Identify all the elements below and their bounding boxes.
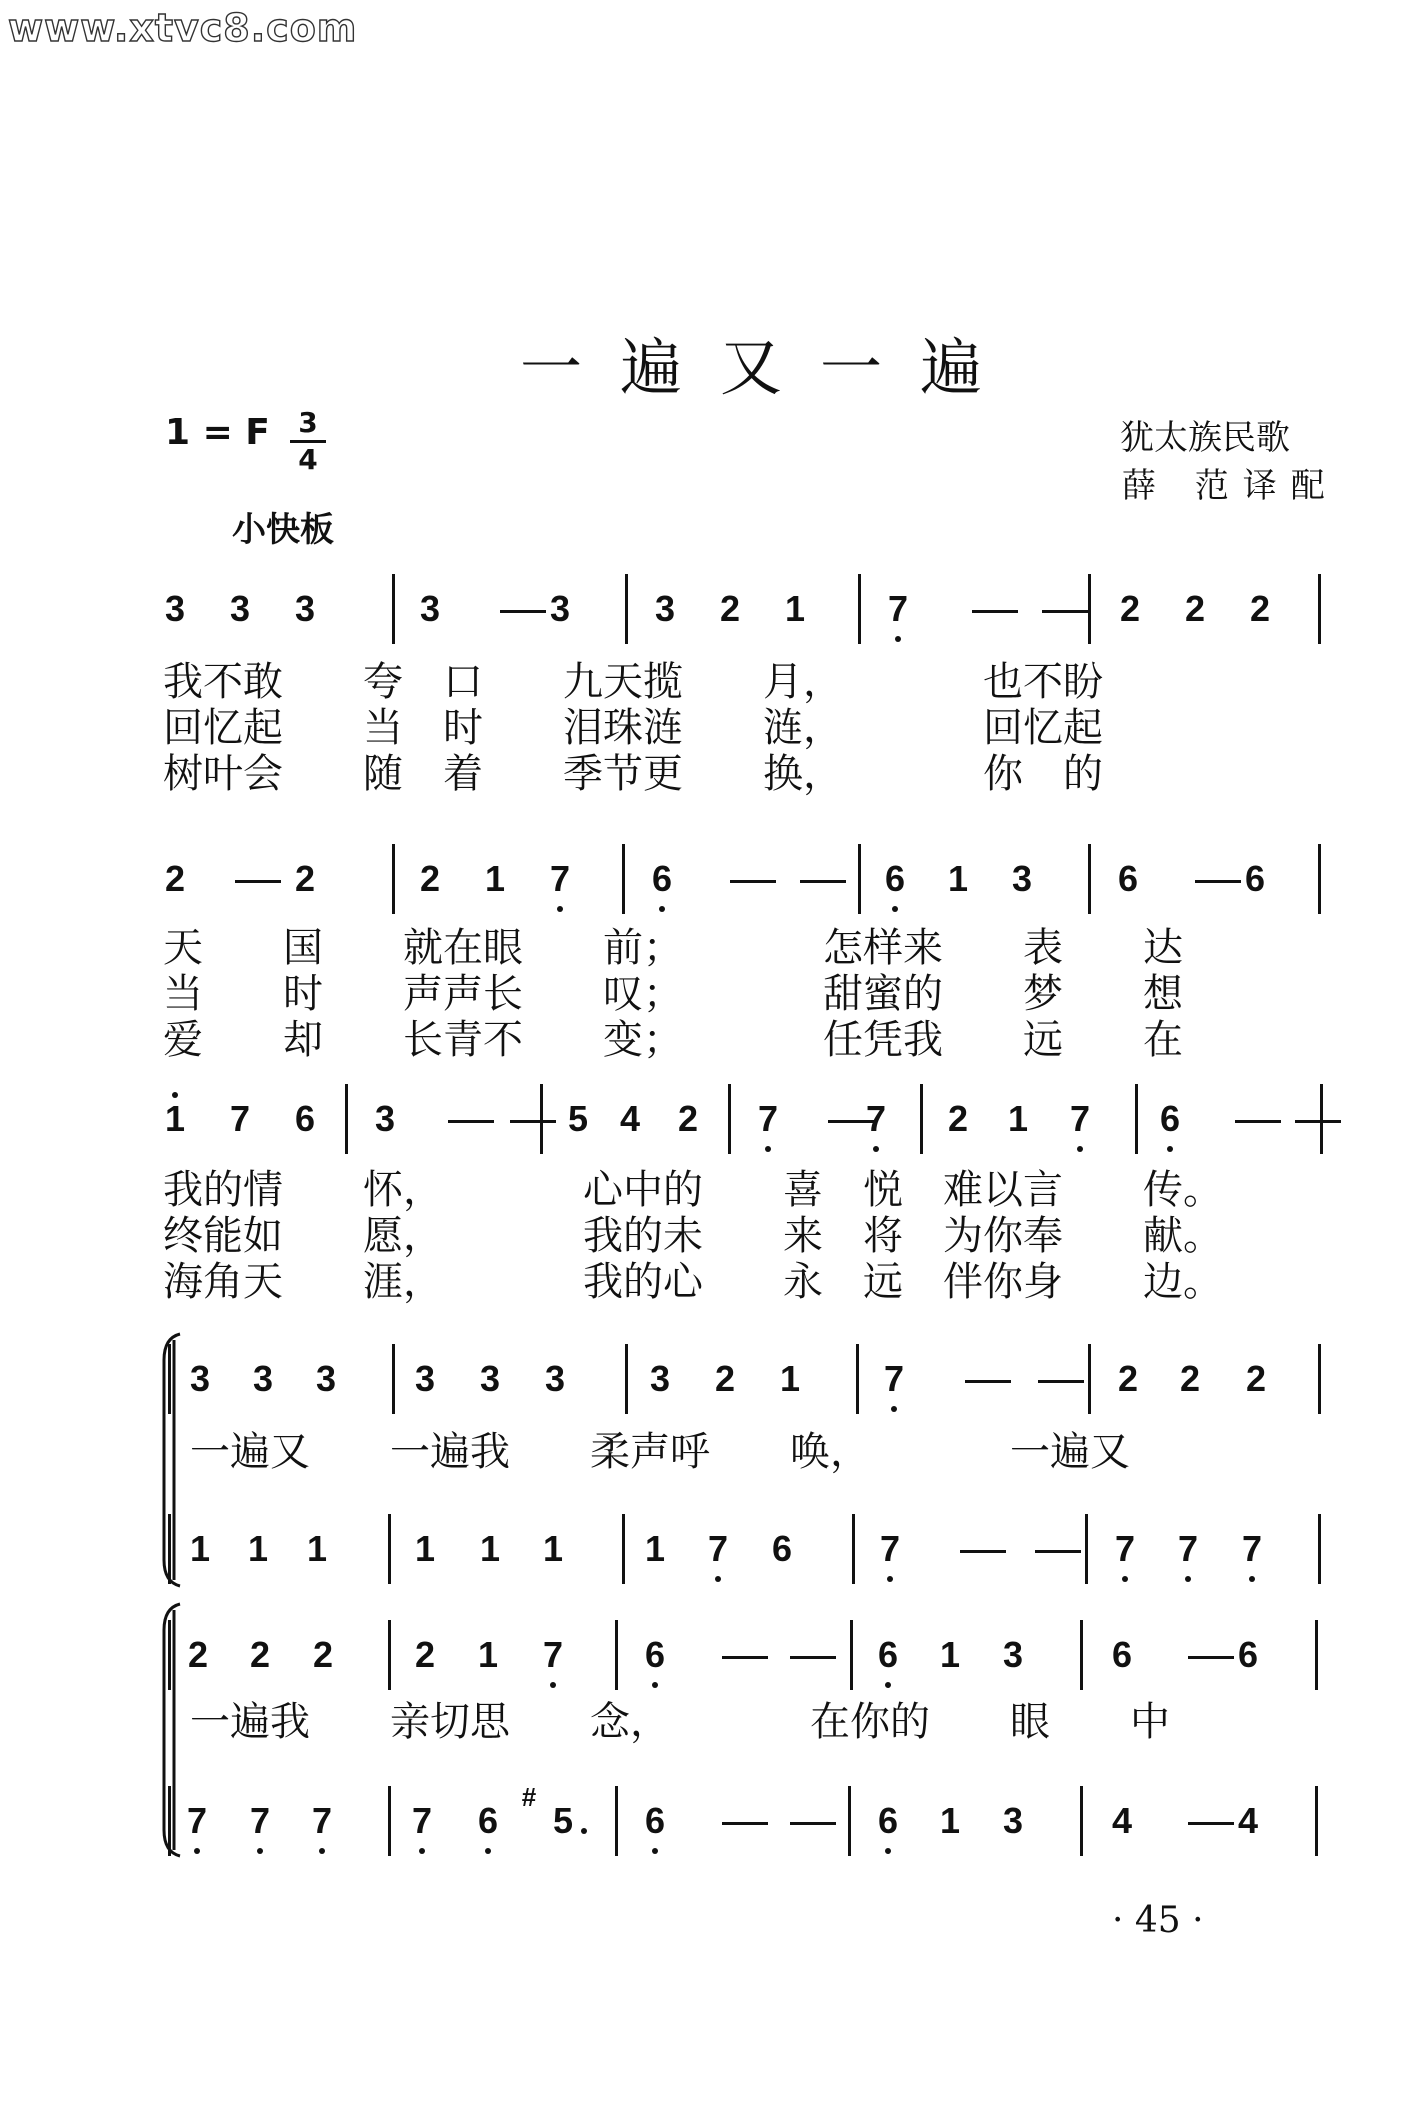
barline xyxy=(1318,574,1321,644)
note: 2 xyxy=(414,1634,436,1675)
barline xyxy=(1320,1084,1323,1154)
barline xyxy=(622,1514,625,1584)
note: 1 xyxy=(784,588,806,629)
note: 2 xyxy=(419,858,441,899)
barline xyxy=(388,1514,391,1584)
note: 2 xyxy=(714,1358,736,1399)
time-signature xyxy=(290,408,326,475)
lyric-sys5-v1: 一遍我 亲切思 念， 在你的 眼 中 xyxy=(190,1699,1170,1745)
note: 1 xyxy=(484,858,506,899)
sustain-dash xyxy=(790,1656,836,1659)
octave-dot-below xyxy=(485,1848,491,1854)
octave-dot-below xyxy=(873,1146,879,1152)
note: 1 xyxy=(164,1098,186,1139)
note: 3 xyxy=(654,588,676,629)
note: 6 xyxy=(884,858,906,899)
octave-dot-below xyxy=(557,906,563,912)
barline xyxy=(615,1620,618,1690)
octave-dot-below xyxy=(885,1682,891,1688)
augmentation-dot xyxy=(581,1828,587,1834)
credit-translator: 薛 范译配 xyxy=(1122,466,1339,506)
sustain-dash xyxy=(510,1120,556,1123)
octave-dot-below xyxy=(652,1848,658,1854)
sustain-dash xyxy=(800,880,846,883)
barline xyxy=(622,844,625,914)
octave-dot-below xyxy=(892,906,898,912)
sustain-dash xyxy=(960,1550,1006,1553)
lyric-sys3-v3: 海角天 涯， 我的心 永 远 伴你身 边。 xyxy=(163,1259,1223,1305)
note: 6 xyxy=(1117,858,1139,899)
note: 2 xyxy=(1245,1358,1267,1399)
note: 3 xyxy=(294,588,316,629)
note: 2 xyxy=(677,1098,699,1139)
note: 1 xyxy=(479,1528,501,1569)
note: 1 xyxy=(306,1528,328,1569)
note: 7 xyxy=(1241,1528,1263,1569)
note: 2 xyxy=(947,1098,969,1139)
note: 6 xyxy=(1159,1098,1181,1139)
note: 6 xyxy=(644,1800,666,1841)
note: 2 xyxy=(164,858,186,899)
note: 1 xyxy=(542,1528,564,1569)
note: 2 xyxy=(1117,1358,1139,1399)
barline xyxy=(852,1514,855,1584)
octave-dot-below xyxy=(715,1576,721,1582)
octave-dot-below xyxy=(765,1146,771,1152)
sustain-dash xyxy=(965,1380,1011,1383)
note: 6 xyxy=(877,1800,899,1841)
note: 1 xyxy=(939,1634,961,1675)
note: 2 xyxy=(312,1634,334,1675)
sustain-dash xyxy=(790,1822,836,1825)
note: 7 xyxy=(311,1800,333,1841)
barline xyxy=(345,1084,348,1154)
sustain-dash xyxy=(1235,1120,1281,1123)
barline xyxy=(1088,844,1091,914)
note: 7 xyxy=(186,1800,208,1841)
barline xyxy=(1088,1344,1091,1414)
octave-dot-below xyxy=(1122,1576,1128,1582)
octave-dot-below xyxy=(1249,1576,1255,1582)
time-signature-bottom: 4 xyxy=(298,443,318,476)
note: 7 xyxy=(879,1528,901,1569)
lyric-sys2-v1: 天 国 就在眼 前； 怎样来 表 达 xyxy=(163,925,1183,971)
octave-dot-below xyxy=(885,1848,891,1854)
note: 7 xyxy=(883,1358,905,1399)
song-title: 一遍又一遍 xyxy=(520,331,1021,404)
octave-dot-below xyxy=(659,906,665,912)
note: 4 xyxy=(619,1098,641,1139)
note: 6 xyxy=(1244,858,1266,899)
note: 7 xyxy=(707,1528,729,1569)
note: 2 xyxy=(1179,1358,1201,1399)
note: 6 xyxy=(1237,1634,1259,1675)
note: 7 xyxy=(1069,1098,1091,1139)
note: 2 xyxy=(1184,588,1206,629)
sustain-dash xyxy=(1035,1550,1081,1553)
barline xyxy=(920,1084,923,1154)
octave-dot-below xyxy=(194,1848,200,1854)
tempo-marking: 小快板 xyxy=(232,510,334,550)
lyric-sys2-v2: 当 时 声声长 叹； 甜蜜的 梦 想 xyxy=(163,971,1183,1017)
barline xyxy=(858,844,861,914)
lyric-sys2-v3: 爱 却 长青不 变； 任凭我 远 在 xyxy=(163,1017,1183,1063)
note: 7 xyxy=(549,858,571,899)
barline xyxy=(615,1786,618,1856)
lyric-sys1-v3: 树叶会 随 着 季节更 换， 你 的 xyxy=(163,751,1103,797)
key-signature: 1 = F xyxy=(165,412,270,453)
barline xyxy=(856,1344,859,1414)
note: 7 xyxy=(1177,1528,1199,1569)
note: 3 xyxy=(1011,858,1033,899)
note: 1 xyxy=(1007,1098,1029,1139)
brace-sys4 xyxy=(152,1330,192,1590)
brace-sys5 xyxy=(152,1600,192,1860)
octave-dot-below xyxy=(891,1406,897,1412)
barline xyxy=(1318,1514,1321,1584)
barline xyxy=(1135,1084,1138,1154)
octave-dot-below xyxy=(419,1848,425,1854)
barline xyxy=(858,574,861,644)
note: 1 xyxy=(477,1634,499,1675)
credit-origin: 犹太族民歌 xyxy=(1120,418,1290,458)
barline xyxy=(848,1786,851,1856)
note: 3 xyxy=(649,1358,671,1399)
sustain-dash xyxy=(1295,1120,1341,1123)
note: 6 xyxy=(1111,1634,1133,1675)
note: 3 xyxy=(1002,1634,1024,1675)
note: 7 xyxy=(411,1800,433,1841)
octave-dot-below xyxy=(887,1576,893,1582)
note: 3 xyxy=(479,1358,501,1399)
barline xyxy=(540,1084,543,1154)
note: 2 xyxy=(187,1634,209,1675)
octave-dot-below xyxy=(1185,1576,1191,1582)
barline xyxy=(1085,1514,1088,1584)
note: 3 xyxy=(549,588,571,629)
note: 6 xyxy=(477,1800,499,1841)
note: 7 xyxy=(757,1098,779,1139)
barline xyxy=(392,1344,395,1414)
note: 3 xyxy=(164,588,186,629)
note: 6 xyxy=(294,1098,316,1139)
watermark: www.xtvc8.com xyxy=(8,6,358,50)
barline xyxy=(392,574,395,644)
note: 1 xyxy=(939,1800,961,1841)
barline xyxy=(392,844,395,914)
note: 5 xyxy=(567,1098,589,1139)
note: 7 xyxy=(887,588,909,629)
note: 1 xyxy=(947,858,969,899)
note: 7 xyxy=(249,1800,271,1841)
barline xyxy=(1318,844,1321,914)
lyric-sys3-v2: 终能如 愿， 我的未 来 将 为你奉 献。 xyxy=(163,1213,1223,1259)
sustain-dash xyxy=(1042,610,1088,613)
octave-dot-below xyxy=(652,1682,658,1688)
sustain-dash xyxy=(235,880,281,883)
barline xyxy=(850,1620,853,1690)
note: 3 xyxy=(1002,1800,1024,1841)
note: 2 xyxy=(294,858,316,899)
barline xyxy=(625,574,628,644)
note: 2 xyxy=(1119,588,1141,629)
sharp-sign: # xyxy=(521,1782,537,1812)
octave-dot-below xyxy=(550,1682,556,1688)
note: 6 xyxy=(877,1634,899,1675)
note: 7 xyxy=(1114,1528,1136,1569)
octave-dot-above xyxy=(172,1092,178,1098)
note: 1 xyxy=(779,1358,801,1399)
note: 3 xyxy=(189,1358,211,1399)
note: 3 xyxy=(544,1358,566,1399)
note: 3 xyxy=(315,1358,337,1399)
lyric-sys3-v1: 我的情 怀， 心中的 喜 悦 难以言 传。 xyxy=(163,1167,1223,1213)
note: 4 xyxy=(1237,1800,1259,1841)
page-number: · 45 · xyxy=(1112,1900,1204,1941)
note: 6 xyxy=(651,858,673,899)
note: 1 xyxy=(189,1528,211,1569)
sustain-dash xyxy=(448,1120,494,1123)
barline xyxy=(1318,1344,1321,1414)
barline xyxy=(1315,1620,1318,1690)
note: 3 xyxy=(229,588,251,629)
note: 3 xyxy=(252,1358,274,1399)
note: 3 xyxy=(419,588,441,629)
note: 7 xyxy=(229,1098,251,1139)
octave-dot-below xyxy=(1077,1146,1083,1152)
time-signature-top: 3 xyxy=(298,406,318,439)
barline xyxy=(388,1786,391,1856)
barline xyxy=(1315,1786,1318,1856)
note: 7 xyxy=(865,1098,887,1139)
note: 7 xyxy=(542,1634,564,1675)
lyric-sys1-v1: 我不敢 夸 口 九天揽 月， 也不盼 xyxy=(163,659,1103,705)
note: 3 xyxy=(374,1098,396,1139)
note: 2 xyxy=(1249,588,1271,629)
note: 2 xyxy=(719,588,741,629)
octave-dot-below xyxy=(319,1848,325,1854)
note: 5 xyxy=(552,1800,574,1841)
note: 1 xyxy=(644,1528,666,1569)
note: 6 xyxy=(644,1634,666,1675)
sustain-dash xyxy=(730,880,776,883)
barline xyxy=(1080,1620,1083,1690)
note: 4 xyxy=(1111,1800,1133,1841)
sustain-dash xyxy=(722,1656,768,1659)
barline xyxy=(1080,1786,1083,1856)
note: 1 xyxy=(247,1528,269,1569)
sustain-dash xyxy=(972,610,1018,613)
octave-dot-below xyxy=(1167,1146,1173,1152)
note: 1 xyxy=(414,1528,436,1569)
note: 3 xyxy=(414,1358,436,1399)
lyric-sys4-v1: 一遍又 一遍我 柔声呼 唤， 一遍又 xyxy=(190,1429,1130,1475)
sustain-dash xyxy=(722,1822,768,1825)
barline xyxy=(728,1084,731,1154)
note: 2 xyxy=(249,1634,271,1675)
sustain-dash xyxy=(1038,1380,1084,1383)
lyric-sys1-v2: 回忆起 当 时 泪珠涟 涟， 回忆起 xyxy=(163,705,1103,751)
barline xyxy=(1088,574,1091,644)
barline xyxy=(625,1344,628,1414)
note: 6 xyxy=(771,1528,793,1569)
octave-dot-below xyxy=(895,636,901,642)
octave-dot-below xyxy=(257,1848,263,1854)
barline xyxy=(388,1620,391,1690)
